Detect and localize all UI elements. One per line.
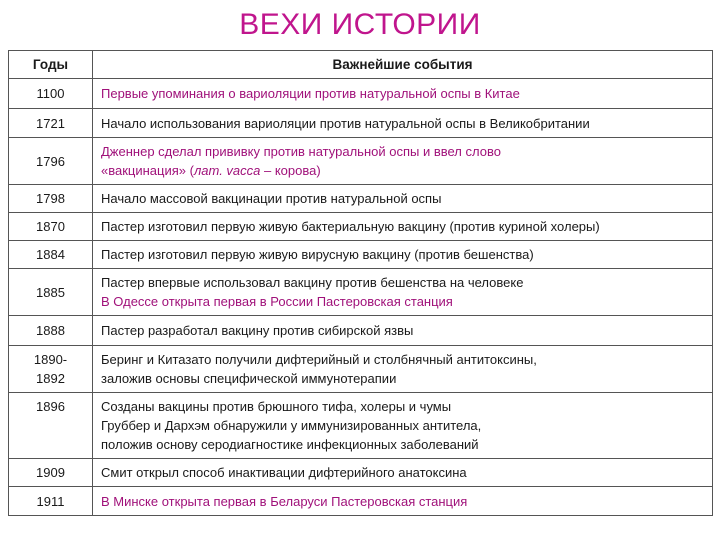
page-title: ВЕХИ ИСТОРИИ	[239, 8, 481, 41]
event-cell	[93, 213, 713, 241]
event-text: В Минске открыта первая в Беларуси Пастеровская станция	[101, 493, 468, 509]
event-text: положив основу серодиагностике инфекционных заболеваний	[101, 437, 479, 452]
event-text: Начало использования вариоляции против натуральной оспы в Великобритании	[101, 115, 590, 131]
column-header-years: Годы	[9, 51, 93, 79]
event-cell	[93, 79, 713, 109]
year-text: 1892	[36, 371, 65, 386]
event-text: В Одессе открыта первая в России Пастеровская станция	[101, 294, 453, 309]
year-cell: 1909	[9, 459, 93, 487]
event-text: Смит открыл способ инактивации дифтерийного анатоксина	[101, 465, 467, 480]
event-cell	[93, 346, 713, 393]
event-text: Пастер изготовил первую живую вирусную вакцину (против бешенства)	[101, 247, 534, 262]
event-text: Пастер разработал вакцину против сибирской язвы	[101, 323, 414, 338]
table-row	[9, 269, 713, 316]
event-text: заложив основы специфической иммунотерапии	[101, 371, 397, 386]
event-text-line2	[101, 161, 704, 180]
year-cell: 1798	[9, 185, 93, 213]
event-text: Дженнер сделал прививку против натуральной оспы и ввел слово	[101, 144, 501, 159]
table-row	[9, 459, 713, 487]
year-cell: 1884	[9, 241, 93, 269]
table-row	[9, 393, 713, 459]
year-cell: 1796	[9, 138, 93, 185]
table-row	[9, 185, 713, 213]
event-text-part: «вакцинация» (	[101, 163, 194, 178]
column-header-events: Важнейшие события	[93, 51, 713, 79]
event-text: Пастер изготовил первую живую бактериальную вакцину (против куриной холеры)	[101, 219, 600, 234]
event-cell	[93, 138, 713, 185]
table-row	[9, 487, 713, 516]
table-row	[9, 138, 713, 185]
year-cell	[9, 346, 93, 393]
event-text: Созданы вакцины против брюшного тифа, холеры и чумы	[101, 399, 452, 414]
event-cell	[93, 459, 713, 487]
table-row	[9, 213, 713, 241]
event-text: Беринг и Китазато получили дифтерийный и столбнячный антитоксины,	[101, 352, 537, 367]
event-text: Груббер и Дархэм обнаружили у иммунизированных антитела,	[101, 418, 482, 433]
table-header-row	[9, 51, 713, 79]
event-cell	[93, 185, 713, 213]
table-row	[9, 346, 713, 393]
year-cell: 1721	[9, 109, 93, 138]
event-text: Пастер впервые использовал вакцину против бешенства на человеке	[101, 275, 524, 290]
year-text: 1890-	[33, 352, 68, 367]
year-cell: 1885	[9, 269, 93, 316]
latin-term: лат. vacca	[193, 163, 261, 178]
event-cell	[93, 487, 713, 516]
event-cell	[93, 316, 713, 346]
table-row	[9, 79, 713, 109]
year-cell: 1911	[9, 487, 93, 516]
event-text: Начало массовой вакцинации против натуральной оспы	[101, 191, 442, 206]
event-cell	[93, 241, 713, 269]
year-cell: 1896	[9, 393, 93, 459]
event-text-part: – корова)	[260, 163, 321, 178]
year-cell: 1100	[9, 79, 93, 109]
table-row	[9, 109, 713, 138]
event-cell	[93, 109, 713, 138]
year-cell: 1888	[9, 316, 93, 346]
event-cell	[93, 269, 713, 316]
event-cell	[93, 393, 713, 459]
table-row	[9, 316, 713, 346]
history-table	[8, 50, 713, 516]
table-row	[9, 241, 713, 269]
year-cell: 1870	[9, 213, 93, 241]
event-text: Первые упоминания о вариоляции против натуральной оспы в Китае	[101, 86, 520, 101]
